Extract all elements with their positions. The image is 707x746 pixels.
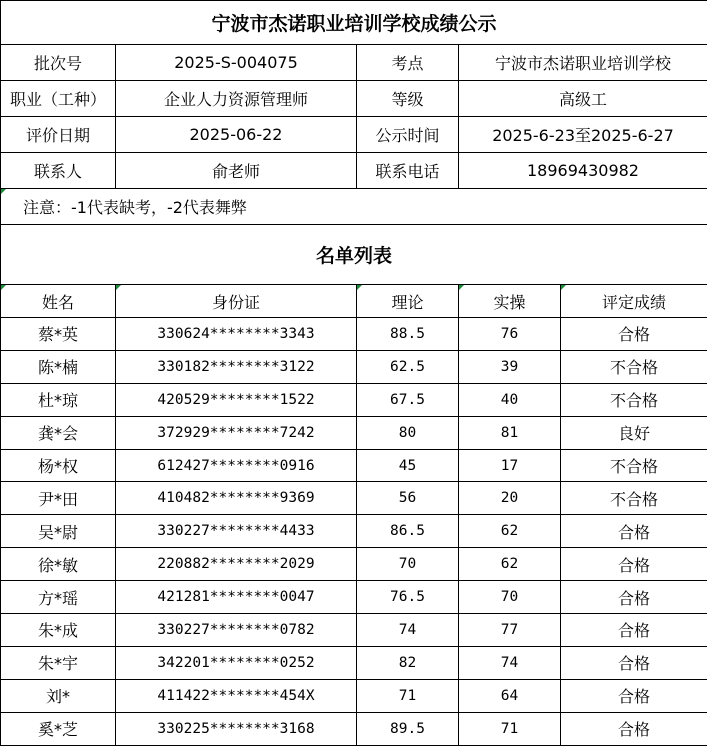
cell-id: 330182********3122	[116, 350, 357, 383]
cell-practice: 70	[459, 581, 561, 614]
col-header-practice: 实操	[459, 285, 561, 318]
cell-name: 龚*会	[1, 416, 116, 449]
level-value: 高级工	[459, 81, 707, 117]
cell-id: 421281********0047	[116, 581, 357, 614]
col-header-result: 评定成绩	[561, 285, 707, 318]
cell-id: 330225********3168	[116, 712, 357, 745]
site-label: 考点	[357, 45, 459, 81]
cell-id: 420529********1522	[116, 383, 357, 416]
cell-id: 330227********0782	[116, 614, 357, 647]
cell-theory: 86.5	[357, 515, 459, 548]
cell-result: 合格	[561, 548, 707, 581]
cell-theory: 88.5	[357, 318, 459, 351]
cell-result: 良好	[561, 416, 707, 449]
cell-practice: 62	[459, 548, 561, 581]
cell-name: 奚*芝	[1, 712, 116, 745]
cell-id: 330624********3343	[116, 318, 357, 351]
cell-id: 342201********0252	[116, 646, 357, 679]
cell-theory: 56	[357, 482, 459, 515]
job-value: 企业人力资源管理师	[116, 81, 357, 117]
date-label: 评价日期	[1, 117, 116, 153]
cell-practice: 81	[459, 416, 561, 449]
cell-theory: 82	[357, 646, 459, 679]
list-title: 名单列表	[1, 225, 707, 285]
table-row	[1, 581, 707, 614]
cell-practice: 40	[459, 383, 561, 416]
cell-result: 不合格	[561, 350, 707, 383]
cell-id: 612427********0916	[116, 449, 357, 482]
cell-theory: 45	[357, 449, 459, 482]
cell-name: 朱*成	[1, 614, 116, 647]
cell-name: 徐*敏	[1, 548, 116, 581]
cell-result: 不合格	[561, 383, 707, 416]
table-row	[1, 548, 707, 581]
cell-theory: 62.5	[357, 350, 459, 383]
cell-name: 陈*楠	[1, 350, 116, 383]
cell-theory: 71	[357, 679, 459, 712]
cell-name: 杨*权	[1, 449, 116, 482]
cell-practice: 17	[459, 449, 561, 482]
cell-name: 尹*田	[1, 482, 116, 515]
cell-practice: 71	[459, 712, 561, 745]
table-row	[1, 712, 707, 745]
cell-name: 方*瑶	[1, 581, 116, 614]
table-header	[1, 285, 707, 318]
cell-result: 合格	[561, 318, 707, 351]
table-row	[1, 482, 707, 515]
table-row	[1, 614, 707, 647]
cell-result: 合格	[561, 679, 707, 712]
batch-value: 2025-S-004075	[116, 45, 357, 81]
page-title: 宁波市杰诺职业培训学校成绩公示	[1, 1, 707, 45]
table-row	[1, 449, 707, 482]
cell-result: 不合格	[561, 449, 707, 482]
cell-practice: 64	[459, 679, 561, 712]
col-header-name: 姓名	[1, 285, 116, 318]
cell-practice: 39	[459, 350, 561, 383]
cell-id: 330227********4433	[116, 515, 357, 548]
notice-value: 2025-6-23至2025-6-27	[459, 117, 707, 153]
cell-practice: 62	[459, 515, 561, 548]
cell-practice: 20	[459, 482, 561, 515]
job-label: 职业（工种）	[1, 81, 116, 117]
cell-result: 合格	[561, 646, 707, 679]
cell-name: 蔡*英	[1, 318, 116, 351]
cell-practice: 77	[459, 614, 561, 647]
phone-value: 18969430982	[459, 153, 707, 189]
cell-name: 刘*	[1, 679, 116, 712]
cell-theory: 80	[357, 416, 459, 449]
cell-theory: 70	[357, 548, 459, 581]
cell-name: 吴*尉	[1, 515, 116, 548]
note: 注意：-1代表缺考，-2代表舞弊	[1, 189, 707, 225]
contact-label: 联系人	[1, 153, 116, 189]
cell-name: 杜*琼	[1, 383, 116, 416]
cell-theory: 67.5	[357, 383, 459, 416]
phone-label: 联系电话	[357, 153, 459, 189]
cell-name: 朱*宇	[1, 646, 116, 679]
table-row	[1, 646, 707, 679]
table-row	[1, 383, 707, 416]
cell-id: 220882********2029	[116, 548, 357, 581]
cell-id: 372929********7242	[116, 416, 357, 449]
cell-theory: 89.5	[357, 712, 459, 745]
notice-label: 公示时间	[357, 117, 459, 153]
site-value: 宁波市杰诺职业培训学校	[459, 45, 707, 81]
table-row	[1, 416, 707, 449]
batch-label: 批次号	[1, 45, 116, 81]
col-header-theory: 理论	[357, 285, 459, 318]
cell-id: 410482********9369	[116, 482, 357, 515]
cell-result: 不合格	[561, 482, 707, 515]
cell-result: 合格	[561, 515, 707, 548]
cell-id: 411422********454X	[116, 679, 357, 712]
col-header-id: 身份证	[116, 285, 357, 318]
table-row	[1, 350, 707, 383]
cell-result: 合格	[561, 614, 707, 647]
contact-value: 俞老师	[116, 153, 357, 189]
table-row	[1, 318, 707, 351]
level-label: 等级	[357, 81, 459, 117]
cell-practice: 74	[459, 646, 561, 679]
cell-theory: 74	[357, 614, 459, 647]
cell-practice: 76	[459, 318, 561, 351]
table-row	[1, 679, 707, 712]
table-row	[1, 515, 707, 548]
cell-result: 合格	[561, 581, 707, 614]
cell-result: 合格	[561, 712, 707, 745]
date-value: 2025-06-22	[116, 117, 357, 153]
cell-theory: 76.5	[357, 581, 459, 614]
